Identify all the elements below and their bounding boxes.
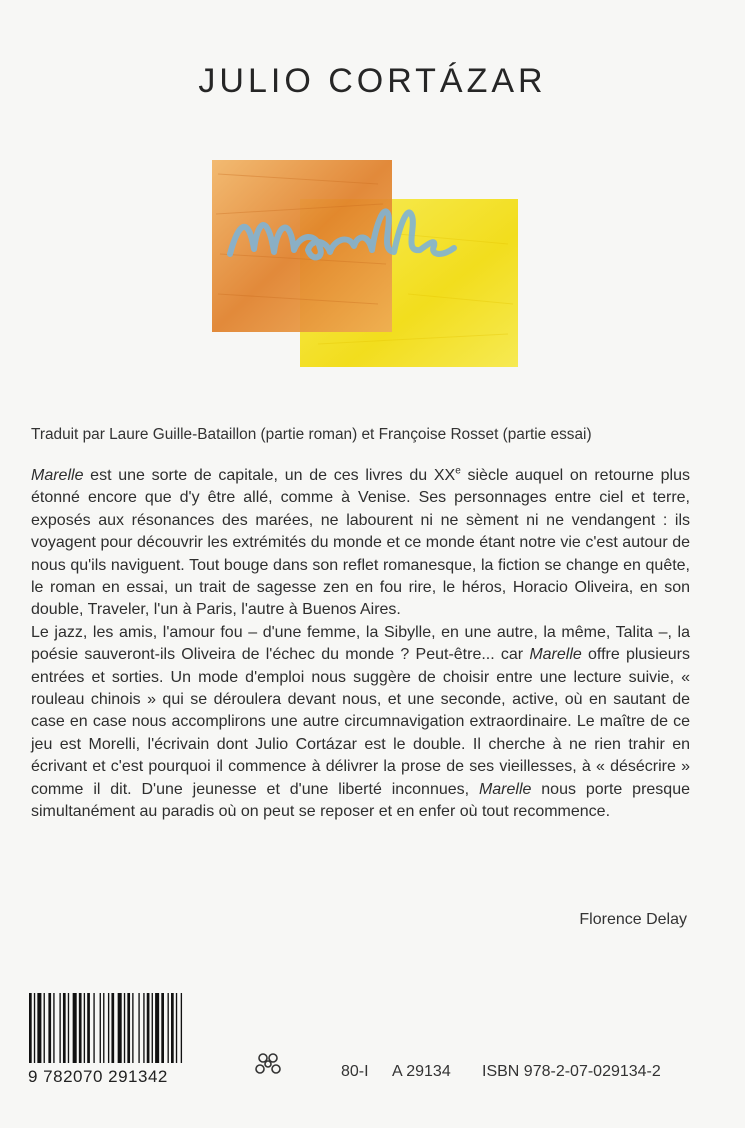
blurb-paragraph-1: Marelle est une sorte de capitale, un de ces livres du XXe siècle auquel on retourne plus étonné encore que d'y être allé, comme à Venise. Ses personnages entre ciel et terre, exposés aux résonances des marées, ne labourent ni ne sèment ni ne vendangent : ils voyagent pour découvrir les extrémités du monde et ce monde étant notre vie c'est autour de nous qu'ils naviguent. Tout bouge dans son reflet romanesque, la fiction se change en quête, le roman en essai, un trait de sagesse zen en fou rire, le héros, Horacio Oliveira, en son double, Traveler, l'un à Paris, l'autre à Buenos Aires. [31, 465, 691, 619]
book-title: Marelle [31, 467, 84, 484]
barcode-bar [152, 993, 153, 1063]
barcode-bar [124, 993, 125, 1063]
isbn: ISBN 978-2-07-029134-2 [482, 1063, 661, 1080]
barcode-bar [63, 993, 66, 1063]
barcode-bar [29, 993, 32, 1063]
barcode-bar [155, 993, 159, 1063]
barcode-bar [181, 993, 182, 1063]
barcode-bar [87, 993, 90, 1063]
barcode-bar [127, 993, 130, 1063]
barcode-bar [143, 993, 144, 1063]
author-name: JULIO CORTÁZAR [198, 62, 547, 100]
barcode-bar [84, 993, 85, 1063]
century: XX [433, 467, 456, 484]
blurb-paragraph-2: Le jazz, les amis, l'amour fou – d'une femme, la Sibylle, en une autre, la même, Talita –, la poésie sauveront-ils Oliveira de l'échec du monde ? Peut-être... car Marelle offre plusieurs entrées et sorties. Un mode d'emploi nous suggère de choisir entre une lecture suivie, « rouleau chinois » qui se déroulera devant nous, et une seconde, active, où en sautant de case en case nous accomplirons une autre circumnavigation extraordinaire. Le maître de ce jeu est Morelli, l'écrivain dont Julio Cortázar est le double. Il cherche à ne rien trahir en écrivant et c'est pourquoi il commence à délivrer la prose de ses vieillesses, à « désécrire » comme il dit. D'une jeunesse et d'une liberté inconnues, Marelle nous porte presque simultanément au paradis où on peut se reposer et en enfer où tout recommence. [31, 623, 690, 821]
barcode-bar [108, 993, 109, 1063]
article-code: A 29134 [392, 1063, 451, 1080]
book-title: Marelle [529, 646, 582, 664]
barcode-bar [111, 993, 114, 1063]
barcode-bar [100, 993, 101, 1063]
book-title: Marelle [478, 780, 532, 798]
barcode-bar [118, 993, 122, 1063]
barcode-bar [37, 993, 41, 1063]
barcode-bar [176, 993, 177, 1063]
barcode-number: 9 782070 291342 [28, 1067, 168, 1086]
barcode [28, 993, 226, 1063]
barcode-bar [68, 993, 69, 1063]
translator-credit: Traduit par Laure Guille-Bataillon (partie roman) et Françoise Rosset (partie essai) [31, 426, 592, 443]
barcode-bar [138, 993, 139, 1063]
barcode-bar [171, 993, 174, 1063]
catalog-code: 80-I [341, 1063, 369, 1080]
barcode-bar [147, 993, 150, 1063]
barcode-bar [53, 993, 54, 1063]
orange-block [212, 160, 392, 332]
back-cover-blurb [31, 465, 690, 824]
barcode-bar [48, 993, 51, 1063]
barcode-bar [44, 993, 45, 1063]
barcode-bar [73, 993, 77, 1063]
barcode-bar [79, 993, 82, 1063]
title-artwork [208, 154, 528, 379]
barcode-bar [168, 993, 169, 1063]
barcode-bar [34, 993, 35, 1063]
publisher-logo-icon [253, 1051, 283, 1077]
barcode-bar [161, 993, 164, 1063]
blurb-signature: Florence Delay [579, 911, 687, 928]
barcode-bar [132, 993, 133, 1063]
barcode-bar [59, 993, 60, 1063]
barcode-bar [93, 993, 94, 1063]
barcode-bar [103, 993, 104, 1063]
